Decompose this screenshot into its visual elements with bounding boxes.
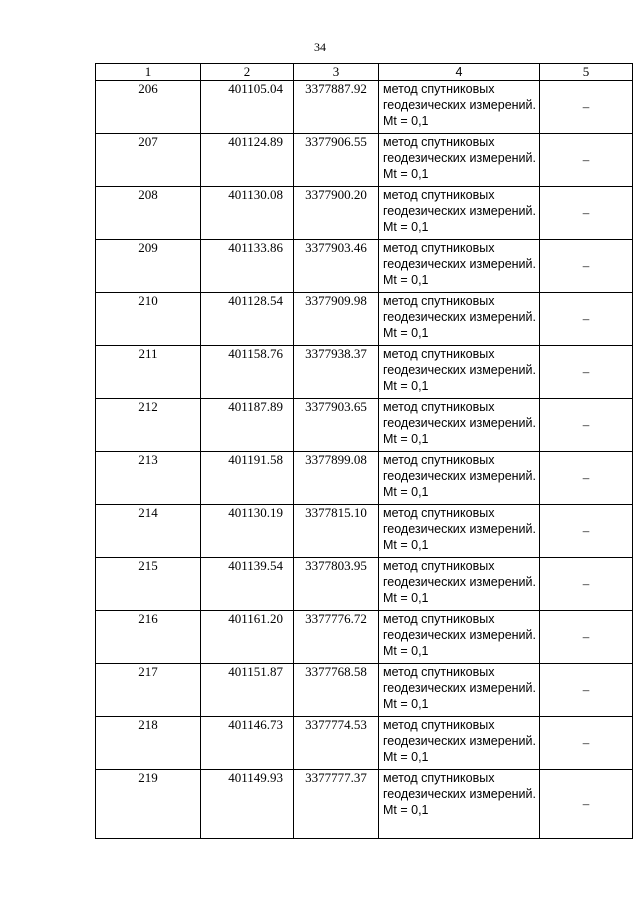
note-cell: – (540, 452, 633, 505)
x-coordinate-cell: 401128.54 (201, 293, 294, 346)
method-cell: метод спутниковых геодезических измерений. Mt = 0,1 (379, 399, 540, 452)
note-cell: – (540, 240, 633, 293)
method-cell: метод спутниковых геодезических измерений. Mt = 0,1 (379, 346, 540, 399)
y-coordinate-cell: 3377899.08 (294, 452, 379, 505)
method-cell: метод спутниковых геодезических измерений. Mt = 0,1 (379, 293, 540, 346)
table-row (96, 770, 633, 839)
method-cell: метод спутниковых геодезических измерений. Mt = 0,1 (379, 558, 540, 611)
note-cell: – (540, 505, 633, 558)
note-cell: – (540, 770, 633, 839)
method-cell: метод спутниковых геодезических измерений. Mt = 0,1 (379, 452, 540, 505)
point-number-cell: 217 (96, 664, 201, 717)
point-number-cell: 215 (96, 558, 201, 611)
point-number-cell: 211 (96, 346, 201, 399)
note-cell: – (540, 611, 633, 664)
note-cell: – (540, 134, 633, 187)
table-row (96, 187, 633, 240)
x-coordinate-cell: 401124.89 (201, 134, 294, 187)
x-coordinate-cell: 401187.89 (201, 399, 294, 452)
table-row (96, 134, 633, 187)
table-row (96, 505, 633, 558)
table-row (96, 664, 633, 717)
column-header-3: 3 (294, 64, 379, 81)
method-cell: метод спутниковых геодезических измерений. Mt = 0,1 (379, 240, 540, 293)
point-number-cell: 214 (96, 505, 201, 558)
x-coordinate-cell: 401130.08 (201, 187, 294, 240)
y-coordinate-cell: 3377900.20 (294, 187, 379, 240)
x-coordinate-cell: 401161.20 (201, 611, 294, 664)
note-cell: – (540, 717, 633, 770)
note-cell: – (540, 346, 633, 399)
point-number-cell: 209 (96, 240, 201, 293)
y-coordinate-cell: 3377938.37 (294, 346, 379, 399)
table-row (96, 611, 633, 664)
method-cell: метод спутниковых геодезических измерений. Mt = 0,1 (379, 134, 540, 187)
method-cell: метод спутниковых геодезических измерений. Mt = 0,1 (379, 717, 540, 770)
x-coordinate-cell: 401105.04 (201, 81, 294, 134)
y-coordinate-cell: 3377903.46 (294, 240, 379, 293)
point-number-cell: 208 (96, 187, 201, 240)
method-cell: метод спутниковых геодезических измерений. Mt = 0,1 (379, 770, 540, 839)
point-number-cell: 212 (96, 399, 201, 452)
table-row (96, 293, 633, 346)
y-coordinate-cell: 3377815.10 (294, 505, 379, 558)
x-coordinate-cell: 401133.86 (201, 240, 294, 293)
y-coordinate-cell: 3377909.98 (294, 293, 379, 346)
table-row (96, 452, 633, 505)
point-number-cell: 207 (96, 134, 201, 187)
note-cell: – (540, 81, 633, 134)
note-cell: – (540, 187, 633, 240)
x-coordinate-cell: 401146.73 (201, 717, 294, 770)
y-coordinate-cell: 3377776.72 (294, 611, 379, 664)
point-number-cell: 218 (96, 717, 201, 770)
column-header-2: 2 (201, 64, 294, 81)
coordinates-table (95, 63, 633, 839)
note-cell: – (540, 664, 633, 717)
method-cell: метод спутниковых геодезических измерений. Mt = 0,1 (379, 611, 540, 664)
table-row (96, 399, 633, 452)
note-cell: – (540, 399, 633, 452)
method-cell: метод спутниковых геодезических измерений. Mt = 0,1 (379, 664, 540, 717)
table-header-row (96, 64, 633, 81)
x-coordinate-cell: 401151.87 (201, 664, 294, 717)
page-number: 34 (314, 40, 326, 54)
y-coordinate-cell: 3377903.65 (294, 399, 379, 452)
y-coordinate-cell: 3377803.95 (294, 558, 379, 611)
table-row (96, 558, 633, 611)
x-coordinate-cell: 401191.58 (201, 452, 294, 505)
column-header-5: 5 (540, 64, 633, 81)
y-coordinate-cell: 3377906.55 (294, 134, 379, 187)
point-number-cell: 206 (96, 81, 201, 134)
point-number-cell: 213 (96, 452, 201, 505)
y-coordinate-cell: 3377887.92 (294, 81, 379, 134)
x-coordinate-cell: 401139.54 (201, 558, 294, 611)
column-header-1: 1 (96, 64, 201, 81)
method-cell: метод спутниковых геодезических измерений. Mt = 0,1 (379, 81, 540, 134)
table-row (96, 717, 633, 770)
note-cell: – (540, 558, 633, 611)
x-coordinate-cell: 401158.76 (201, 346, 294, 399)
note-cell: – (540, 293, 633, 346)
table-row (96, 81, 633, 134)
point-number-cell: 216 (96, 611, 201, 664)
x-coordinate-cell: 401130.19 (201, 505, 294, 558)
method-cell: метод спутниковых геодезических измерений. Mt = 0,1 (379, 187, 540, 240)
method-cell: метод спутниковых геодезических измерений. Mt = 0,1 (379, 505, 540, 558)
table-row (96, 240, 633, 293)
y-coordinate-cell: 3377774.53 (294, 717, 379, 770)
point-number-cell: 219 (96, 770, 201, 839)
x-coordinate-cell: 401149.93 (201, 770, 294, 839)
table-row (96, 346, 633, 399)
y-coordinate-cell: 3377777.37 (294, 770, 379, 839)
column-header-4: 4 (379, 64, 540, 81)
point-number-cell: 210 (96, 293, 201, 346)
y-coordinate-cell: 3377768.58 (294, 664, 379, 717)
